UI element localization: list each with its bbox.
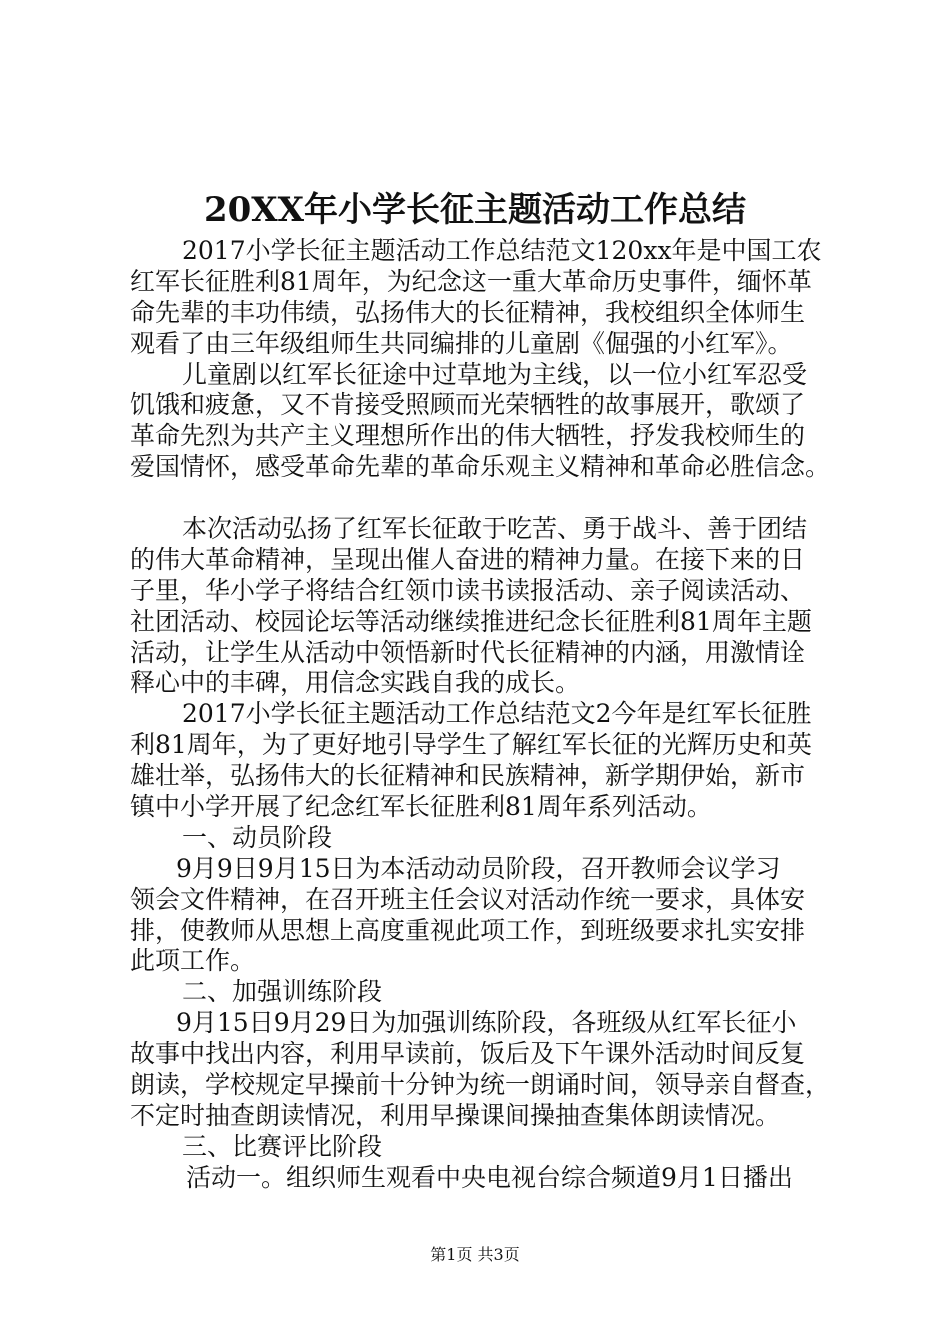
text-line: 革命先烈为共产主义理想所作出的伟大牺牲，抒发我校师生的 xyxy=(130,421,806,451)
text-line: 爱国情怀，感受革命先辈的革命乐观主义精神和革命必胜信念。 xyxy=(130,452,831,482)
text-line: 释心中的丰碑，用信念实践自我的成长。 xyxy=(130,668,581,698)
text-line: 此项工作。 xyxy=(130,946,256,976)
text-line: 本次活动弘扬了红军长征敢于吃苦、勇于战斗、善于团结 xyxy=(182,514,808,544)
text-line: 利81周年，为了更好地引导学生了解红军长征的光辉历史和英 xyxy=(130,730,812,760)
text-line: 镇中小学开展了纪念红军长征胜利81周年系列活动。 xyxy=(130,792,712,822)
text-line: 领会文件精神，在召开班主任会议对活动作统一要求，具体安 xyxy=(130,884,806,914)
paragraph xyxy=(130,1132,850,1163)
text-line: 观看了由三年级组师生共同编排的儿童剧《倔强的小红军》。 xyxy=(130,328,793,358)
page-footer: 第1页 共3页 xyxy=(430,1245,520,1264)
paragraph xyxy=(130,854,850,978)
text-line: 红军长征胜利81周年，为纪念这一重大革命历史事件，缅怀革 xyxy=(130,266,812,296)
text-line: 2017小学长征主题活动工作总结范文2今年是红军长征胜 xyxy=(182,699,812,729)
text-line: 活动一。组织师生观看中央电视台综合频道9月1日播出 xyxy=(186,1162,793,1192)
text-line: 故事中找出内容，利用早读前，饭后及下午课外活动时间反复 xyxy=(130,1039,806,1069)
text-line: 9月9日9月15日为本活动动员阶段，召开教师会议学习 xyxy=(176,853,781,883)
text-line: 雄壮举，弘扬伟大的长征精神和民族精神，新学期伊始，新市 xyxy=(130,761,806,791)
blank-line xyxy=(130,483,850,514)
paragraph xyxy=(130,236,850,360)
paragraph xyxy=(130,1008,850,1132)
text-line: 社团活动、校园论坛等活动继续推进纪念长征胜利81周年主题 xyxy=(130,606,812,636)
text-line: 2017小学长征主题活动工作总结范文120xx年是中国工农 xyxy=(182,236,822,265)
text-line: 9月15日9月29日为加强训练阶段，各班级从红军长征小 xyxy=(176,1008,797,1038)
paragraph xyxy=(130,514,850,699)
text-line: 饥饿和疲惫，又不肯接受照顾而光荣牺牲的故事展开，歌颂了 xyxy=(130,390,806,420)
document-body xyxy=(130,236,850,1194)
paragraph xyxy=(130,360,850,484)
text-line: 二、加强训练阶段 xyxy=(182,977,383,1007)
paragraph xyxy=(130,699,850,823)
paragraph xyxy=(130,1163,850,1194)
text-line: 三、比赛评比阶段 xyxy=(182,1131,383,1161)
text-line: 排，使教师从思想上高度重视此项工作，到班级要求扎实安排 xyxy=(130,915,806,945)
document-title: 20XX年小学长征主题活动工作总结 xyxy=(203,190,747,230)
text-line: 一、动员阶段 xyxy=(182,822,333,852)
text-line: 的伟大革命精神，呈现出催人奋进的精神力量。在接下来的日 xyxy=(130,544,806,574)
paragraph xyxy=(130,977,850,1008)
text-line: 子里，华小学子将结合红领巾读书读报活动、亲子阅读活动、 xyxy=(130,575,806,605)
text-line: 活动，让学生从活动中领悟新时代长征精神的内涵，用激情诠 xyxy=(130,637,806,667)
text-line: 朗读，学校规定早操前十分钟为统一朗诵时间，领导亲自督查， xyxy=(130,1070,831,1100)
paragraph xyxy=(130,823,850,854)
text-line: 命先辈的丰功伟绩，弘扬伟大的长征精神，我校组织全体师生 xyxy=(130,297,806,327)
text-line: 不定时抽查朗读情况，利用早操课间操抽查集体朗读情况。 xyxy=(130,1100,781,1130)
text-line: 儿童剧以红军长征途中过草地为主线，以一位小红军忍受 xyxy=(182,359,808,389)
